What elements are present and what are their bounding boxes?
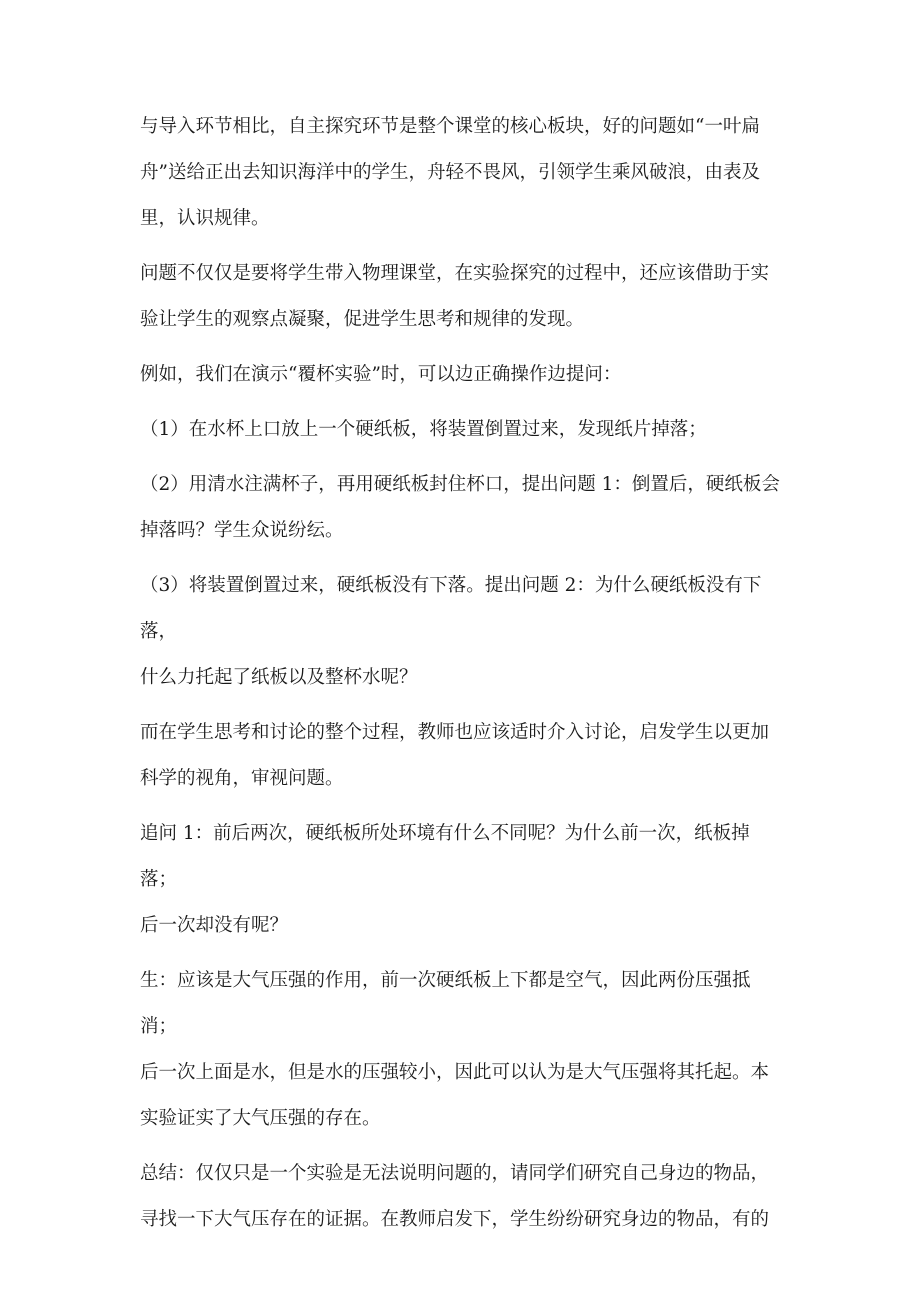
paragraph-step-1: （1）在水杯上口放上一个硬纸板，将装置倒置过来，发现纸片掉落； — [140, 419, 707, 440]
paragraph-student-answer: 生：应该是大气压强的作用，前一次硬纸板上下都是空气，因此两份压强抵消； 后一次上面是水，但是水的压强较小，因此可以认为是大气压强将其托起。本 实验证实了大气压强的存在。 — [140, 970, 770, 1129]
paragraph-summary: 总结：仅仅只是一个实验是无法说明问题的，请同学们研究自己身边的物品， 寻找一下大气压存在的证据。在教师启发下，学生纷纷研究身边的物品，有的 — [140, 1163, 770, 1230]
paragraph-example: 例如，我们在演示“覆杯实验”时，可以边正确操作边提问： — [140, 364, 622, 385]
paragraph-question-purpose: 问题不仅仅是要将学生带入物理课堂，在实验探究的过程中，还应该借助于实 验让学生的观察点凝聚，促进学生思考和规律的发现。 — [140, 263, 770, 330]
paragraph-step-2: （2）用清水注满杯子，再用硬纸板封住杯口，提出问题 1：倒置后，硬纸板会 掉落吗？学生众说纷纭。 — [140, 474, 780, 541]
document-body — [140, 104, 780, 1252]
paragraph-intro: 与导入环节相比，自主探究环节是整个课堂的核心板块，好的问题如“一叶扁 舟”送给正出去知识海洋中的学生，舟轻不畏风，引领学生乘风破浪，由表及 里，认识规律。 — [140, 116, 760, 229]
paragraph-follow-up-question: 追问 1：前后两次，硬纸板所处环境有什么不同呢？为什么前一次，纸板掉落； 后一次却没有呢？ — [140, 823, 750, 936]
paragraph-step-3: （3）将装置倒置过来，硬纸板没有下落。提出问题 2：为什么硬纸板没有下落， 什么力托起了纸板以及整杯水呢？ — [140, 575, 762, 688]
paragraph-teacher-guidance: 而在学生思考和讨论的整个过程，教师也应该适时介入讨论，启发学生以更加 科学的视角，审视问题。 — [140, 722, 770, 789]
